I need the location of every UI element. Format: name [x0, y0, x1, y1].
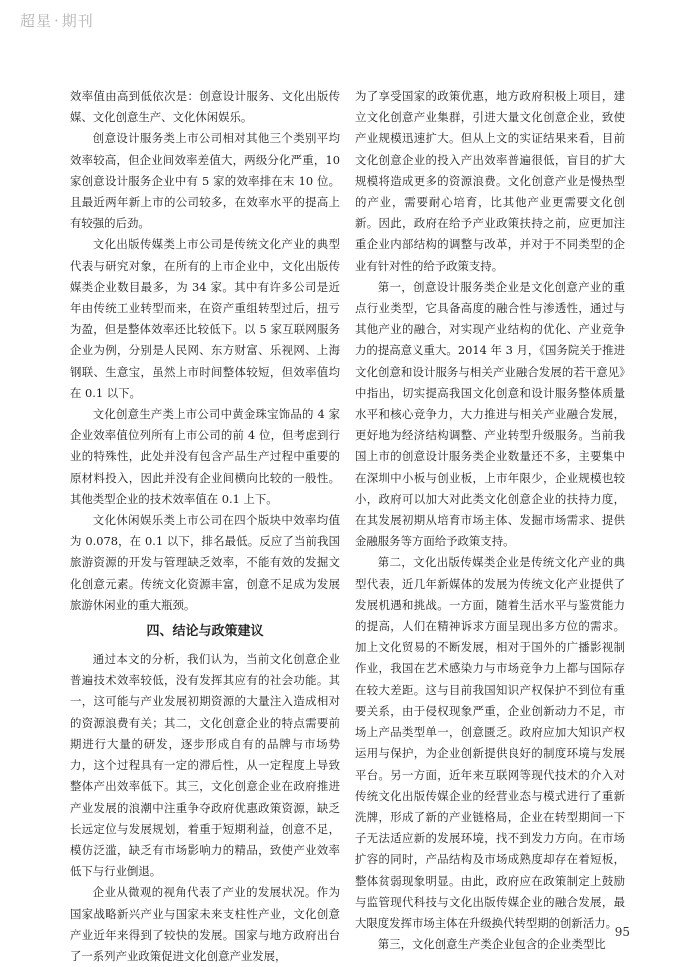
- header-brand: 超星: [20, 12, 53, 30]
- paragraph: 通过本文的分析，我们认为，当前文化创意企业普遍技术效率较低，没有发挥其应有的社会功能。其一，这可能与产业发展初期资源的大量注入造成相对的资源浪费有关；其二，文化创意企业的特点需要前期进行大量的研发，逐步形成自有的品牌与市场势力，这个过程具有一定的滞后性，从一定程度上导致整体产出效率低下。其三，文化创意企业在政府推进产业发展的浪潮中注重争夺政府优惠政策资源，缺乏长远定位与发展规划，着重于短期利益，创意不足，模仿泛滥，缺乏有市场影响力的精品，致使产业效率低下与行业倒退。: [70, 652, 340, 879]
- page-number: 95: [614, 925, 630, 939]
- header-section: 期刊: [61, 12, 94, 30]
- paragraph: 创意设计服务类上市公司相对其他三个类别平均效率较高，但企业间效率差值大，两级分化严重，10 家创意设计服务企业中有 5 家的效率排在末 10 位。且最近两年新上市的公司较多，在效率水平的提高上有较强的后劲。: [70, 131, 340, 231]
- right-column: [355, 86, 625, 955]
- paragraph: 效率值由高到低依次是：创意设计服务、文化出版传媒、文化创意生产、文化休闲娱乐。: [70, 89, 340, 125]
- paragraph: 第二，文化出版传媒类企业是传统文化产业的典型代表，近几年新媒体的发展为传统文化产业提供了发展机遇和挑战。一方面，随着生活水平与鉴赏能力的提高，人们在精神诉求方面呈现出多方位的需求。加上文化贸易的不断发展，相对于国外的广播影视制作业，我国在艺术感染力与市场竞争力上都与国际存在较大差距。这与目前我国知识产权保护不到位有重要关系，由于侵权现象严重，企业创新动力不足，市场上产品类型单一，创意匮乏。政府应加大知识产权运用与保护，为企业创新提供良好的制度环境与发展平台。另一方面，近年来互联网等现代技术的介入对传统文化出版传媒企业的经营业态与模式进行了重新洗牌，形成了新的产业链格局，企业在转型期间一下子无法适应新的发展环境，找不到发力方向。在市场扩容的同时，产品结构及市场成熟度却存在着短板，整体贫弱现象明显。由此，政府应在政策制定上鼓励与监管现代科技与文化出版传媒企业的融合发展，最大限度发挥市场主体在升级换代转型期的创新活力。: [355, 555, 625, 930]
- paragraph: 文化出版传媒类上市公司是传统文化产业的典型代表与研究对象，在所有的上市企业中，文化出版传媒类企业数目最多，为 34 家。其中有许多公司是近年由传统工业转型而来，在资产重组转型过后，扭亏为盈，但是整体效率还比较低下。以 5 家互联网服务企业为例，分别是人民网、东方财富、乐视网、上海钢联、生意宝，虽然上市时间整体较短，但效率值均在 0.1 以下。: [70, 237, 340, 400]
- paragraph: 文化创意生产类上市公司中黄金珠宝饰品的 4 家企业效率值位列所有上市公司的前 4 位，但考虑到行业的特殊性，此处并没有包含产品生产过程中重要的原材料投入，因此并没有企业间横向比较的一般性。其他类型企业的技术效率值在 0.1 上下。: [70, 407, 340, 506]
- section-heading: 四、结论与政策建议: [146, 624, 264, 640]
- left-column: [70, 86, 340, 967]
- paragraph: 第一，创意设计服务类企业是文化创意产业的重点行业类型，它具备高度的融合性与渗透性，通过与其他产业的融合，对实现产业结构的优化、产业竞争力的提高意义重大。2014 年 3 月，《国务院关于推进文化创意和设计服务与相关产业融合发展的若干意见》中指出，切实提高我国文化创意和设计服务整体质量水平和核心竞争力，大力推进与相关产业融合发展，更好地为经济结构调整、产业转型升级服务。当前我国上市的创意设计服务类企业数量还不多，主要集中在深圳中小板与创业板，上市年限少，企业规模也较小，政府可以加大对此类文化创意企业的扶持力度，在其发展初期从培育市场主体、发掘市场需求、提供金融服务等方面给予政策支持。: [355, 279, 625, 549]
- paragraph: 文化休闲娱乐类上市公司在四个版块中效率均值为 0.078，在 0.1 以下，排名最低。反应了当前我国旅游资源的开发与管理缺乏效率，不能有效的发掘文化创意元素。传统文化资源丰富，创意不足成为发展旅游休闲业的重大瓶颈。: [70, 513, 340, 612]
- header-dot: ·: [54, 12, 60, 30]
- paragraph: 为了享受国家的政策优惠，地方政府积极上项目，建立文化创意产业集群，引进大量文化创意企业，致使产业规模迅速扩大。但从上文的实证结果来看，目前文化创意企业的投入产出效率普遍很低，盲目的扩大规模将造成更多的资源浪费。文化创意产业是慢热型的产业，需要耐心培育，比其他产业更需要文化创新。因此，政府在给予产业政策扶持之前，应更加注重企业内部结构的调整与改革，并对于不同类型的企业有针对性的给予政策支持。: [355, 89, 625, 273]
- running-header: [20, 10, 94, 31]
- paragraph: 企业从微观的视角代表了产业的发展状况。作为国家战略新兴产业与国家未来支柱性产业，文化创意产业近年来得到了较快的发展。国家与地方政府出台了一系列产业政策促进文化创意产业发展，: [70, 885, 340, 963]
- paragraph: 第三，文化创意生产类企业包含的企业类型比: [377, 937, 606, 952]
